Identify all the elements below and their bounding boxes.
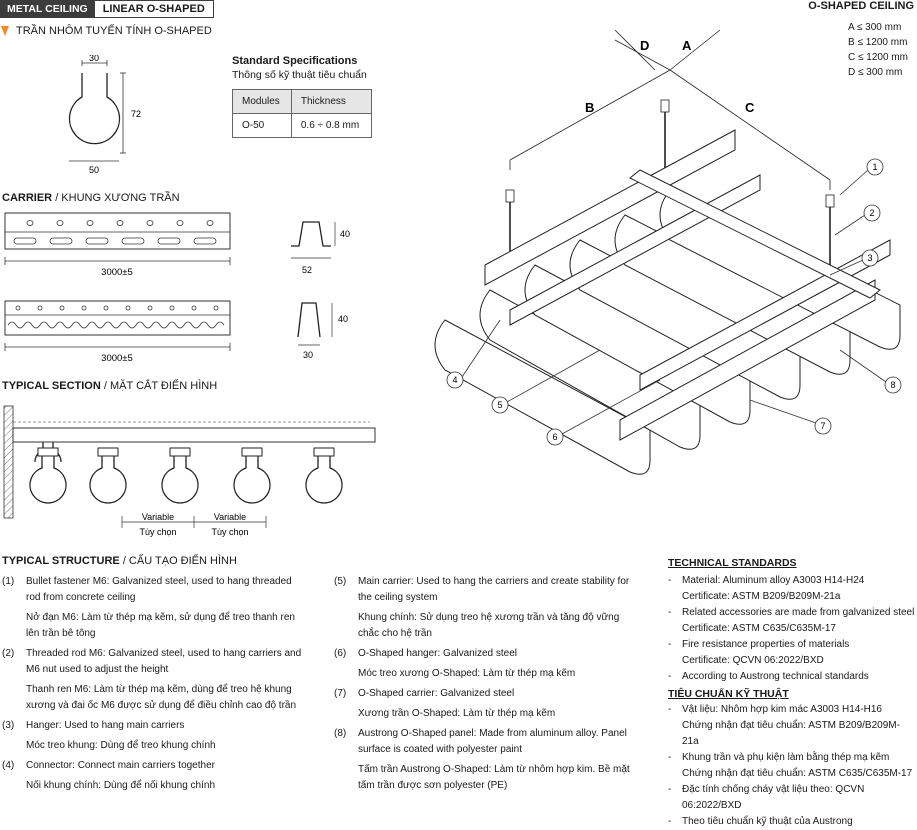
orange-flag-icon	[0, 25, 12, 37]
structure-item-en: Main carrier: Used to hang the carriers and create stability for the ceiling system	[358, 576, 630, 603]
structure-title	[2, 555, 237, 567]
bottom-dimension-label: 50	[88, 165, 100, 175]
standard-cert: Certificate: ASTM B209/B209M-21a	[682, 591, 841, 602]
section-variable-1-vn: Tùy chọn	[139, 527, 177, 537]
structure-item-vn: Tấm trần Austrong O-Shaped: Làm từ nhôm hợp kim. Bề mặt tấm trần được sơn polyester (PE)	[358, 764, 630, 791]
structure-item-en: O-Shaped hanger: Galvanized steel	[358, 648, 517, 659]
specs-header-thickness: Thickness	[291, 90, 371, 114]
standard-item-vn: - Đặc tính chống cháy vật liệu theo: QCVN 06:2022/BXD	[668, 782, 916, 814]
standard-text: Fire resistance properties of materials	[682, 639, 850, 650]
structure-item-en: Austrong O-Shaped panel: Made from aluminum alloy. Panel surface is coated with polyester paint	[358, 728, 627, 755]
callout-4: 4	[452, 375, 458, 385]
standard-cert-vn: Chứng nhận đạt tiêu chuẩn: ASTM B209/B209M-21a	[682, 720, 900, 747]
structure-item-en: Hanger: Used to hang main carriers	[26, 720, 185, 731]
standard-item-vn: - Theo tiêu chuẩn kỹ thuật của Austrong	[668, 814, 916, 830]
standard-item: - Related accessories are made from galvanized steel Certificate: ASTM C635/C635M-17	[668, 605, 916, 637]
structure-item-num: (3)	[2, 720, 15, 731]
limit-b: B ≤ 1200 mm	[848, 37, 908, 48]
dim-b-label: B	[585, 100, 595, 115]
specs-cell-module: O-50	[233, 114, 292, 138]
limit-d: D ≤ 300 mm	[848, 67, 903, 78]
standard-text-vn: Theo tiêu chuẩn kỹ thuật của Austrong	[682, 816, 853, 827]
structure-item-vn: Xương trần O-Shaped: Làm từ thép mạ kẽm	[358, 708, 556, 719]
standard-cert: Certificate: QCVN 06:2022/BXD	[682, 655, 824, 666]
dim-a-label: A	[682, 38, 692, 53]
standard-item-vn: - Khung trần và phụ kiện làm bằng thép mạ kẽm Chứng nhận đạt tiêu chuẩn: ASTM C635/C635M-17	[668, 750, 916, 782]
specs-table	[232, 89, 372, 138]
dim-d-label: D	[640, 38, 650, 53]
standard-item: - Material: Aluminum alloy A3003 H14-H24 Certificate: ASTM B209/B209M-21a	[668, 573, 916, 605]
carrier-drawing-2	[0, 295, 240, 365]
standard-item: - According to Austrong technical standards	[668, 669, 916, 685]
structure-list-left	[2, 574, 307, 794]
structure-item-num: (2)	[2, 648, 15, 659]
limit-c: C ≤ 1200 mm	[848, 52, 908, 63]
typical-section-drawing	[0, 398, 380, 546]
structure-item-num: (6)	[334, 648, 347, 659]
technical-standards	[668, 555, 916, 830]
isometric-ceiling-diagram	[430, 20, 915, 540]
standard-text-vn: Khung trần và phụ kiện làm bằng thép mạ kẽm	[682, 752, 890, 763]
structure-item-num: (7)	[334, 688, 347, 699]
callout-8: 8	[890, 380, 896, 390]
callout-7: 7	[820, 421, 826, 431]
structure-item	[2, 646, 307, 714]
structure-item	[334, 574, 639, 642]
structure-item-num: (8)	[334, 728, 347, 739]
structure-item-num: (4)	[2, 760, 15, 771]
structure-item-vn: Thanh ren M6: Làm từ thép mạ kẽm, dùng để treo hệ khung xương và đai ốc M6 được sử dụng để điều chỉnh cao độ trần	[26, 684, 297, 711]
structure-item-en: O-Shaped carrier: Galvanized steel	[358, 688, 515, 699]
structure-title-en: TYPICAL STRUCTURE	[2, 555, 120, 567]
dim-c-label: C	[745, 100, 755, 115]
subtitle-text: TRẦN NHÔM TUYẾN TÍNH O-SHAPED	[16, 25, 212, 37]
callout-3: 3	[867, 253, 873, 263]
structure-item	[2, 574, 307, 642]
standards-title-vn: TIÊU CHUẨN KỸ THUẬT	[668, 688, 789, 700]
structure-item-en: Connector: Connect main carriers together	[26, 760, 215, 771]
structure-item-num: (1)	[2, 576, 15, 587]
carrier-title	[2, 192, 180, 204]
carrier-section-1	[285, 210, 355, 280]
standard-text-vn: Đặc tính chống cháy vật liệu theo: QCVN 06:2022/BXD	[682, 784, 865, 811]
structure-item-vn: Khung chính: Sử dụng treo hệ xương trần và tăng độ vững chắc cho hệ trần	[358, 612, 620, 639]
standard-item-vn: - Vật liệu: Nhôm hợp kim mác A3003 H14-H16 Chứng nhận đạt tiêu chuẩn: ASTM B209/B209M-21a	[668, 702, 916, 750]
section-title	[2, 380, 217, 392]
specs-subtitle: Thông số kỹ thuật tiêu chuẩn	[232, 69, 367, 81]
structure-item-vn: Nở đạn M6: Làm từ thép mạ kẽm, sử dụng để treo thanh ren lên trần bê tông	[26, 612, 295, 639]
section-variable-2: Variable	[213, 512, 247, 522]
structure-item-num: (5)	[334, 576, 347, 587]
top-dimension-label: 30	[88, 55, 100, 63]
standard-text: According to Austrong technical standards	[682, 671, 869, 682]
structure-item-vn: Móc treo xương O-Shaped: Làm từ thép mạ kẽm	[358, 668, 576, 679]
structure-item-vn: Móc treo khung: Dùng để treo khung chính	[26, 740, 216, 751]
limit-a: A ≤ 300 mm	[848, 22, 902, 33]
carrier-title-vn: / KHUNG XƯƠNG TRẦN	[55, 192, 180, 204]
specs-title: Standard Specifications	[232, 55, 358, 67]
subtitle	[0, 25, 212, 37]
carrier-length-1: 3000±5	[101, 267, 133, 278]
right-title: O-SHAPED CEILING	[808, 0, 914, 12]
standard-item: - Fire resistance properties of materials Certificate: QCVN 06:2022/BXD	[668, 637, 916, 669]
product-tag: LINEAR O-SHAPED	[95, 0, 214, 18]
standard-text-vn: Vật liệu: Nhôm hợp kim mác A3003 H14-H16	[682, 704, 882, 715]
structure-item-en: Threaded rod M6: Galvanized steel, used to hang carriers and M6 nut used to adjust the height	[26, 648, 302, 675]
carrier-drawing-1	[0, 205, 240, 280]
structure-item-en: Bullet fastener M6: Galvanized steel, used to hang threaded rod from concrete ceiling	[26, 576, 292, 603]
standards-title: TECHNICAL STANDARDS	[668, 557, 797, 569]
section-title-vn: / MẶT CẮT ĐIỂN HÌNH	[103, 380, 218, 392]
structure-item	[2, 758, 307, 794]
structure-title-vn: / CẤU TẠO ĐIỂN HÌNH	[122, 555, 237, 567]
o-profile-drawing	[55, 55, 155, 180]
section-variable-1: Variable	[141, 512, 175, 522]
carrier-height-1: 40	[340, 229, 351, 239]
carrier-width-1: 52	[301, 265, 313, 275]
height-dimension-label: 72	[131, 109, 142, 119]
carrier-section-2	[288, 295, 358, 365]
structure-item	[334, 686, 639, 722]
callout-2: 2	[869, 208, 875, 218]
specs-cell-thickness: 0.6 ÷ 0.8 mm	[291, 114, 371, 138]
standard-cert: Certificate: ASTM C635/C635M-17	[682, 623, 836, 634]
standard-text: Material: Aluminum alloy A3003 H14-H24	[682, 575, 865, 586]
structure-item	[334, 646, 639, 682]
carrier-length-2: 3000±5	[101, 353, 133, 364]
structure-item	[334, 726, 639, 794]
header-tags	[0, 0, 214, 18]
carrier-width-2: 30	[302, 350, 314, 360]
callout-6: 6	[552, 432, 558, 442]
section-title-en: TYPICAL SECTION	[2, 380, 101, 392]
callout-1: 1	[872, 162, 878, 172]
structure-list-right	[334, 574, 639, 794]
category-tag: METAL CEILING	[0, 0, 95, 18]
callout-5: 5	[497, 400, 503, 410]
section-variable-2-vn: Tùy chọn	[211, 527, 249, 537]
structure-item	[2, 718, 307, 754]
standard-cert-vn: Chứng nhận đạt tiêu chuẩn: ASTM C635/C635M-17	[682, 768, 913, 779]
standard-text: Related accessories are made from galvanized steel	[682, 607, 915, 618]
carrier-title-en: CARRIER	[2, 192, 53, 204]
specs-block	[232, 55, 372, 138]
specs-header-modules: Modules	[233, 90, 292, 114]
carrier-height-2: 40	[338, 314, 349, 324]
structure-item-vn: Nối khung chính: Dùng để nối khung chính	[26, 780, 216, 791]
